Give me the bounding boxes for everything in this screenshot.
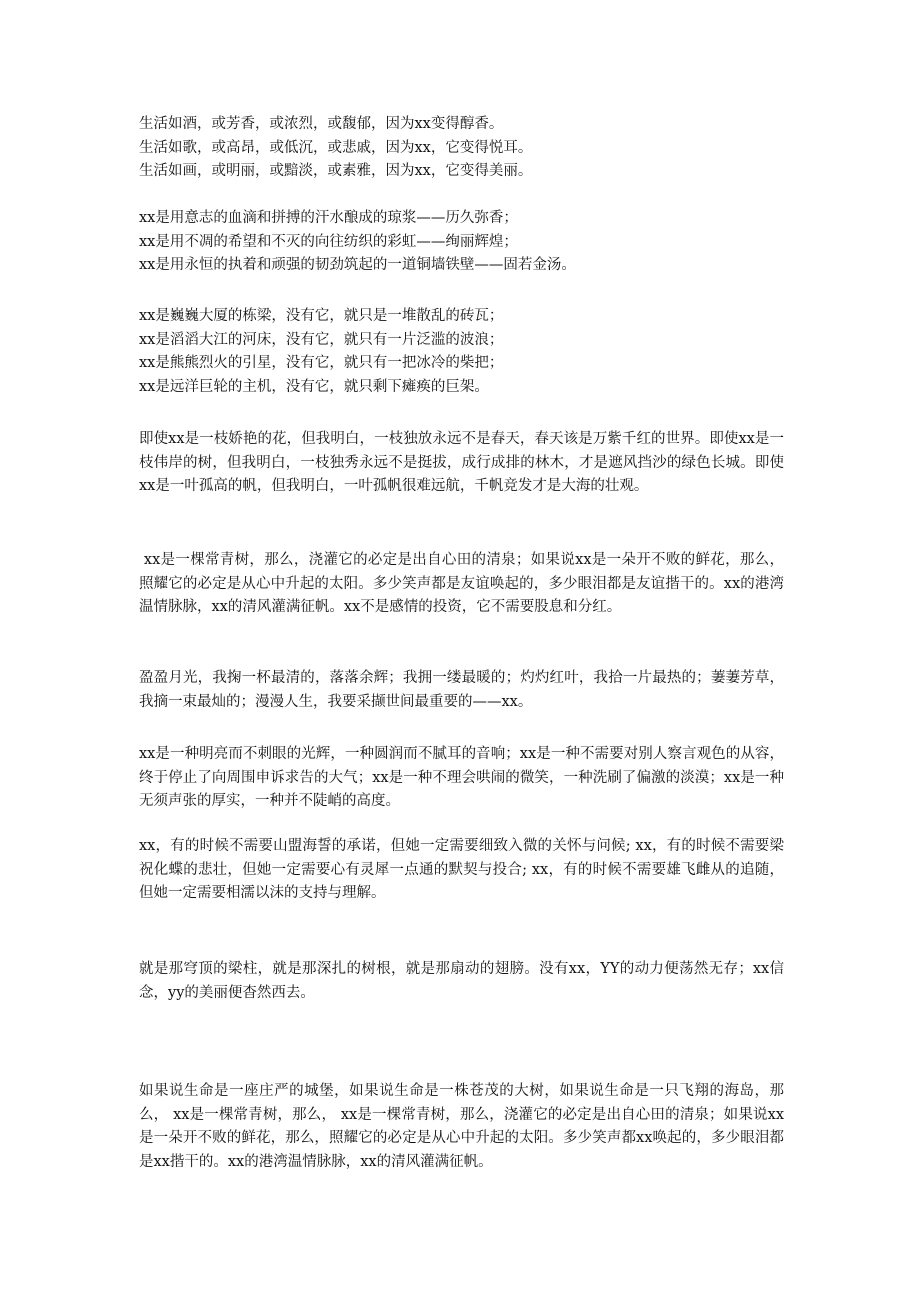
- paragraph-dome-pillar: [139, 958, 784, 1005]
- paragraph-text: 即使xx是一枝娇艳的花，但我明白，一枝独放永远不是春天，春天该是万紫千红的世界。即使xx是一枝伟岸的树，但我明白，一枝独秀永远不是挺拔，成行成排的林木，才是遮风挡沙的绿色长城。即使xx是一叶孤高的帆，但我明白，一叶孤帆很难远航，千帆竞发才是大海的壮观。: [139, 431, 784, 494]
- paragraph-text: xx是一种明亮而不刺眼的光辉，一种圆润而不腻耳的音响；xx是一种不需要对别人察言观色的从容，终于停止了向周围申诉求告的大气；xx是一种不理会哄闹的微笑，一种洗刷了偏激的淡漠；xx是一种无须声张的厚实，一种并不陡峭的高度。: [139, 746, 784, 809]
- paragraph-text: xx，有的时候不需要山盟海誓的承诺，但她一定需要细致入微的关怀与问候; xx，有的时候不需要梁祝化蝶的悲壮，但她一定需要心有灵犀一点通的默契与投合; xx，有的时候不需要雄飞雌从的追随，但她一定需要相濡以沫的支持与理解。: [139, 838, 784, 901]
- stanza-line: xx是远洋巨轮的主机，没有它，就只剩下瘫痪的巨架。: [139, 378, 489, 395]
- stanza-line: xx是用意志的血滴和拼搏的汗水酿成的琼浆——历久弥香；: [139, 210, 518, 226]
- paragraph-text: 就是那穹顶的梁柱，就是那深扎的树根，就是那扇动的翅膀。没有xx，YY的动力便荡然无存；xx信念，yy的美丽便杳然西去。: [139, 961, 784, 1001]
- stanza-line: xx是用不凋的希望和不灭的向往纺织的彩虹——绚丽辉煌；: [139, 233, 518, 250]
- stanza-line: 生活如歌，或高昂，或低沉，或悲戚，因为xx，它变得悦耳。: [139, 139, 533, 156]
- stanza-xx-foundation: [139, 305, 784, 399]
- stanza-line: 生活如酒，或芳香，或浓烈，或馥郁，因为xx变得醇香。: [139, 116, 504, 132]
- paragraph-no-vows: [139, 835, 784, 906]
- paragraph-moonlight: [139, 667, 784, 714]
- paragraph-bright-glow: [139, 743, 784, 814]
- paragraph-text: 如果说生命是一座庄严的城堡，如果说生命是一株苍茂的大树，如果说生命是一只飞翔的海岛，那么， xx是一棵常青树，那么， xx是一棵常青树，那么，浇灌它的必定是出自心田的清泉；如果说xx是一朵开不败的鲜花，那么，照耀它的必定是从心中升起的太阳。多少笑声都xx唤起的，多少眼泪都是xx揩干的。xx的港湾温情脉脉，xx的清风灌满征帆。: [139, 1083, 784, 1170]
- paragraph-if-life: [139, 1080, 784, 1174]
- stanza-xx-made-of: [139, 207, 784, 278]
- stanza-life-metaphors: [139, 113, 784, 184]
- paragraph-text: 盈盈月光，我掬一杯最清的，落落余辉；我拥一缕最暖的；灼灼红叶，我拾一片最热的；萋萋芳草，我摘一束最灿的；漫漫人生，我要采撷世间最重要的——xx。: [139, 670, 784, 710]
- stanza-line: xx是用永恒的执着和顽强的韧劲筑起的一道铜墙铁壁——固若金汤。: [139, 257, 576, 273]
- stanza-line: 生活如画，或明丽，或黯淡，或素雅，因为xx，它变得美丽。: [139, 163, 533, 179]
- paragraph-evergreen-tree: [139, 549, 784, 620]
- stanza-line: xx是滔滔大江的河床，没有它，就只有一片泛滥的波浪；: [139, 331, 504, 348]
- stanza-line: xx是熊熊烈火的引星，没有它，就只有一把冰冷的柴把；: [139, 355, 504, 371]
- paragraph-even-if: [139, 428, 784, 499]
- paragraph-text: xx是一棵常青树，那么，浇灌它的必定是出自心田的清泉；如果说xx是一朵开不败的鲜花，那么，照耀它的必定是从心中升起的太阳。多少笑声都是友谊唤起的，多少眼泪都是友谊揩干的。xx的港湾温情脉脉，xx的清风灌满征帆。xx不是感情的投资，它不需要股息和分红。: [139, 552, 784, 615]
- stanza-line: xx是巍巍大厦的栋梁，没有它，就只是一堆散乱的砖瓦；: [139, 308, 504, 324]
